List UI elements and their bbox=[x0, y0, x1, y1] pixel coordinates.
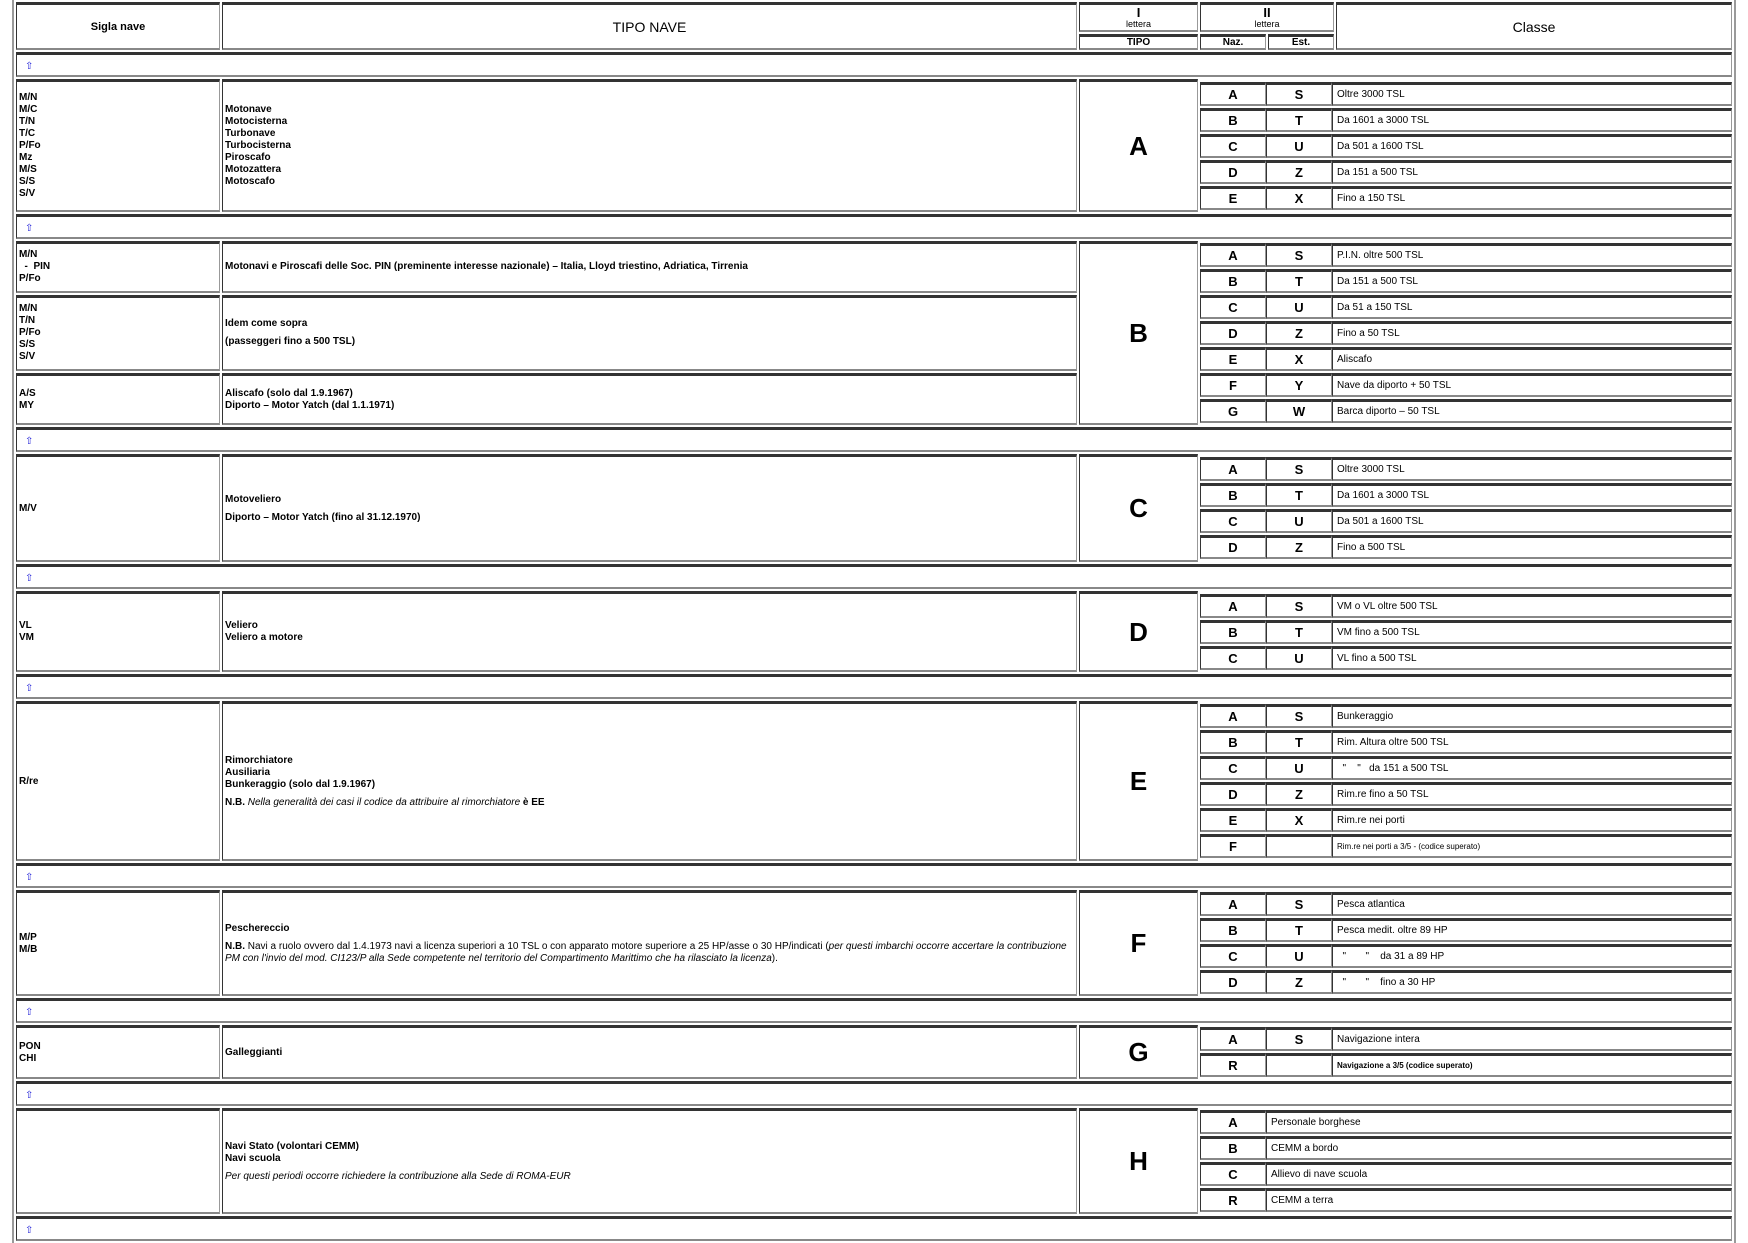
class-rows bbox=[1200, 591, 1732, 672]
up-arrow-icon[interactable]: ⇧ bbox=[25, 573, 34, 584]
ship-codes-table bbox=[12, 0, 1736, 1243]
sigla-cell: VL VM bbox=[16, 591, 220, 672]
tipo-nave-cell bbox=[222, 373, 1077, 425]
header-naz: Naz. bbox=[1200, 34, 1266, 50]
naz-code: C bbox=[1200, 646, 1266, 670]
back-to-top-row bbox=[16, 1216, 1732, 1241]
classe-value: Personale borghese bbox=[1266, 1110, 1732, 1134]
sigla-cell: M/N T/N P/Fo S/S S/V bbox=[16, 295, 220, 371]
tipo-nave-cell bbox=[222, 79, 1077, 212]
sigla-cell: M/P M/B bbox=[16, 890, 220, 996]
up-arrow-icon[interactable]: ⇧ bbox=[25, 872, 34, 883]
class-row bbox=[1200, 944, 1732, 968]
est-code: S bbox=[1266, 457, 1332, 481]
naz-code: R bbox=[1200, 1053, 1266, 1077]
class-row bbox=[1200, 704, 1732, 728]
naz-code: D bbox=[1200, 535, 1266, 559]
up-arrow-icon[interactable]: ⇧ bbox=[25, 1090, 34, 1101]
est-code: T bbox=[1266, 483, 1332, 507]
up-arrow-icon[interactable]: ⇧ bbox=[25, 61, 34, 72]
tipo-nave-text: Veliero Veliero a motore bbox=[225, 620, 303, 643]
tipo-nave-text: Rimorchiatore Ausiliaria Bunkeraggio (solo dal 1.9.1967) bbox=[225, 754, 376, 790]
header-tipo: TIPO bbox=[1079, 34, 1198, 50]
back-to-top-row bbox=[16, 214, 1732, 239]
est-code: U bbox=[1266, 646, 1332, 670]
naz-code: E bbox=[1200, 347, 1266, 371]
section-h bbox=[16, 1108, 1732, 1214]
classe-value: VM o VL oltre 500 TSL bbox=[1332, 594, 1732, 618]
est-code: W bbox=[1266, 399, 1332, 423]
section-b-row-1 bbox=[16, 241, 1732, 293]
tipo-letter: F bbox=[1079, 890, 1198, 996]
up-arrow-icon[interactable]: ⇧ bbox=[25, 436, 34, 447]
class-rows bbox=[1200, 79, 1732, 212]
classe-value: CEMM a bordo bbox=[1266, 1136, 1732, 1160]
classe-value: " " fino a 30 HP bbox=[1332, 970, 1732, 994]
est-code bbox=[1266, 834, 1332, 858]
nb-italic: per questi imbarchi occorre accertare la contribuzione PM con l'invio del mod. CI123/P alla Sede competente nel territorio del Compartimento Marittimo che ha rilasciato la licenza bbox=[225, 940, 1067, 964]
sigla-cell: R/re bbox=[16, 701, 220, 861]
class-row bbox=[1200, 646, 1732, 670]
classe-value: Da 501 a 1600 TSL bbox=[1332, 509, 1732, 533]
est-code: T bbox=[1266, 730, 1332, 754]
naz-code: E bbox=[1200, 186, 1266, 210]
section-d bbox=[16, 591, 1732, 672]
naz-code: A bbox=[1200, 1110, 1266, 1134]
est-code: U bbox=[1266, 756, 1332, 780]
class-row bbox=[1200, 321, 1732, 345]
tipo-letter: D bbox=[1079, 591, 1198, 672]
section-c bbox=[16, 454, 1732, 562]
class-row bbox=[1200, 347, 1732, 371]
section-f bbox=[16, 890, 1732, 996]
header-first-letter bbox=[1079, 2, 1198, 32]
tipo-nave-cell bbox=[222, 591, 1077, 672]
class-rows bbox=[1200, 701, 1732, 861]
naz-code: B bbox=[1200, 620, 1266, 644]
est-code: U bbox=[1266, 134, 1332, 158]
classe-value: Navigazione intera bbox=[1332, 1027, 1732, 1051]
tipo-nave-text: Motoveliero bbox=[225, 493, 282, 505]
class-row bbox=[1200, 756, 1732, 780]
class-rows bbox=[1200, 1025, 1732, 1079]
est-code: Z bbox=[1266, 321, 1332, 345]
class-row bbox=[1200, 1110, 1732, 1134]
naz-code: D bbox=[1200, 321, 1266, 345]
back-to-top-row bbox=[16, 998, 1732, 1023]
classe-value: Rim.re nei porti bbox=[1332, 808, 1732, 832]
naz-code: F bbox=[1200, 834, 1266, 858]
back-to-top-row bbox=[16, 52, 1732, 77]
up-arrow-icon[interactable]: ⇧ bbox=[25, 1007, 34, 1018]
naz-code: C bbox=[1200, 944, 1266, 968]
class-row bbox=[1200, 399, 1732, 423]
tipo-nave-cell bbox=[222, 1025, 1077, 1079]
classe-value: Da 501 a 1600 TSL bbox=[1332, 134, 1732, 158]
tipo-nave-text: Aliscafo (solo dal 1.9.1967) bbox=[225, 387, 353, 399]
sigla-cell bbox=[16, 1108, 220, 1214]
est-code: S bbox=[1266, 594, 1332, 618]
back-to-top-row bbox=[16, 1081, 1732, 1106]
nb-tail: è EE bbox=[520, 796, 545, 808]
class-row bbox=[1200, 186, 1732, 210]
classe-value: VM fino a 500 TSL bbox=[1332, 620, 1732, 644]
naz-code: C bbox=[1200, 756, 1266, 780]
tipo-nave-text: Motonavi e Piroscafi delle Soc. PIN (preminente interesse nazionale) – Italia, Lloyd triestino, Adriatica, Tirrenia bbox=[225, 261, 748, 273]
classe-value: Nave da diporto + 50 TSL bbox=[1332, 373, 1732, 397]
naz-code: G bbox=[1200, 399, 1266, 423]
est-code: X bbox=[1266, 347, 1332, 371]
sigla-cell: M/N M/C T/N T/C P/Fo Mz M/S S/S S/V bbox=[16, 79, 220, 212]
back-to-top-row bbox=[16, 427, 1732, 452]
naz-code: A bbox=[1200, 1027, 1266, 1051]
est-code: Z bbox=[1266, 970, 1332, 994]
classe-value: Rim. Altura oltre 500 TSL bbox=[1332, 730, 1732, 754]
classe-value: Navigazione a 3/5 (codice superato) bbox=[1332, 1053, 1732, 1077]
classe-value: Oltre 3000 TSL bbox=[1332, 457, 1732, 481]
est-code: T bbox=[1266, 108, 1332, 132]
class-row bbox=[1200, 1136, 1732, 1160]
classe-value: Rim.re fino a 50 TSL bbox=[1332, 782, 1732, 806]
header-lettera-I: lettera bbox=[1125, 18, 1151, 29]
naz-code: A bbox=[1200, 82, 1266, 106]
class-row bbox=[1200, 295, 1732, 319]
tipo-nave-text: Navi Stato (volontari CEMM) Navi scuola bbox=[225, 1140, 359, 1164]
class-rows bbox=[1200, 454, 1732, 562]
classe-value: Pesca medit. oltre 89 HP bbox=[1332, 918, 1732, 942]
tipo-nave-note: (passeggeri fino a 500 TSL) bbox=[225, 336, 356, 348]
naz-code: C bbox=[1200, 1162, 1266, 1186]
est-code: Y bbox=[1266, 373, 1332, 397]
class-row bbox=[1200, 108, 1732, 132]
up-arrow-icon[interactable]: ⇧ bbox=[25, 223, 34, 234]
est-code: Z bbox=[1266, 160, 1332, 184]
nb-tail: ). bbox=[771, 952, 778, 964]
class-row bbox=[1200, 457, 1732, 481]
est-code: S bbox=[1266, 1027, 1332, 1051]
tipo-nave-text: Motonave Motocisterna Turbonave Turbocisterna Piroscafo Motozattera Motoscafo bbox=[225, 104, 291, 187]
naz-code: E bbox=[1200, 808, 1266, 832]
class-row bbox=[1200, 834, 1732, 858]
est-code: U bbox=[1266, 944, 1332, 968]
sigla-cell: PON CHI bbox=[16, 1025, 220, 1079]
class-row bbox=[1200, 373, 1732, 397]
naz-code: F bbox=[1200, 373, 1266, 397]
class-row bbox=[1200, 808, 1732, 832]
est-code: X bbox=[1266, 808, 1332, 832]
est-code: Z bbox=[1266, 782, 1332, 806]
nb-text: Nella generalità dei casi il codice da attribuire al rimorchiatore bbox=[245, 796, 521, 808]
est-code: T bbox=[1266, 620, 1332, 644]
tipo-letter: E bbox=[1079, 701, 1198, 861]
class-row bbox=[1200, 892, 1732, 916]
back-to-top-row bbox=[16, 564, 1732, 589]
class-row bbox=[1200, 160, 1732, 184]
tipo-nave-cell bbox=[222, 890, 1077, 996]
naz-code: B bbox=[1200, 108, 1266, 132]
class-row bbox=[1200, 594, 1732, 618]
classe-value: Da 51 a 150 TSL bbox=[1332, 295, 1732, 319]
back-to-top-row bbox=[16, 863, 1732, 888]
classe-value: Pesca atlantica bbox=[1332, 892, 1732, 916]
tipo-nave-cell bbox=[222, 295, 1077, 371]
classe-value: Fino a 500 TSL bbox=[1332, 535, 1732, 559]
naz-code: C bbox=[1200, 295, 1266, 319]
naz-code: B bbox=[1200, 483, 1266, 507]
classe-value: Da 1601 a 3000 TSL bbox=[1332, 108, 1732, 132]
tipo-nave-text: Peschereccio bbox=[225, 922, 290, 934]
classe-value: P.I.N. oltre 500 TSL bbox=[1332, 243, 1732, 267]
est-code: T bbox=[1266, 269, 1332, 293]
class-row bbox=[1200, 782, 1732, 806]
class-row bbox=[1200, 1162, 1732, 1186]
sigla-cell: M/V bbox=[16, 454, 220, 562]
classe-value: Bunkeraggio bbox=[1332, 704, 1732, 728]
est-code: Z bbox=[1266, 535, 1332, 559]
naz-code: D bbox=[1200, 160, 1266, 184]
naz-code: A bbox=[1200, 594, 1266, 618]
naz-code: C bbox=[1200, 134, 1266, 158]
class-rows bbox=[1200, 1108, 1732, 1214]
nb-label: N.B. bbox=[225, 796, 245, 808]
nb-text: Navi a ruolo ovvero dal 1.4.1973 navi a licenza superiori a 10 TSL o con apparato motore superiore a 25 HP/asse o 30 HP/indicati ( bbox=[245, 940, 829, 952]
est-code: S bbox=[1266, 243, 1332, 267]
est-code: T bbox=[1266, 918, 1332, 942]
header-tipo-nave: TIPO NAVE bbox=[222, 2, 1077, 50]
class-rows bbox=[1200, 890, 1732, 996]
tipo-nave-note: Per questi periodi occorre richiedere la contribuzione alla Sede di ROMA-EUR bbox=[225, 1170, 571, 1182]
classe-value: " " da 151 a 500 TSL bbox=[1332, 756, 1732, 780]
est-code bbox=[1266, 1053, 1332, 1077]
tipo-letter: C bbox=[1079, 454, 1198, 562]
tipo-nave-cell bbox=[222, 1108, 1077, 1214]
classe-value: Da 1601 a 3000 TSL bbox=[1332, 483, 1732, 507]
up-arrow-icon[interactable]: ⇧ bbox=[25, 1225, 34, 1236]
class-row bbox=[1200, 730, 1732, 754]
class-row bbox=[1200, 918, 1732, 942]
naz-code: A bbox=[1200, 243, 1266, 267]
classe-value: Barca diporto – 50 TSL bbox=[1332, 399, 1732, 423]
classe-value: " " da 31 a 89 HP bbox=[1332, 944, 1732, 968]
class-row bbox=[1200, 483, 1732, 507]
header-second-letter bbox=[1200, 2, 1334, 32]
class-row bbox=[1200, 134, 1732, 158]
class-row bbox=[1200, 620, 1732, 644]
tipo-letter: A bbox=[1079, 79, 1198, 212]
naz-code: B bbox=[1200, 918, 1266, 942]
class-row bbox=[1200, 243, 1732, 267]
class-row bbox=[1200, 269, 1732, 293]
tipo-nave-cell bbox=[222, 454, 1077, 562]
section-e bbox=[16, 701, 1732, 861]
tipo-letter: H bbox=[1079, 1108, 1198, 1214]
class-row bbox=[1200, 535, 1732, 559]
ship-codes-page bbox=[12, 0, 1736, 1243]
est-code: S bbox=[1266, 82, 1332, 106]
classe-value: Rim.re nei porti a 3/5 - (codice superato) bbox=[1332, 834, 1732, 858]
est-code: U bbox=[1266, 295, 1332, 319]
tipo-nave-cell bbox=[222, 241, 1077, 293]
naz-code: A bbox=[1200, 892, 1266, 916]
sigla-cell: M/N - PIN P/Fo bbox=[16, 241, 220, 293]
class-row bbox=[1200, 509, 1732, 533]
section-a bbox=[16, 79, 1732, 212]
classe-value: Da 151 a 500 TSL bbox=[1332, 269, 1732, 293]
naz-code: D bbox=[1200, 970, 1266, 994]
classe-value: Allievo di nave scuola bbox=[1266, 1162, 1732, 1186]
classe-value: Aliscafo bbox=[1332, 347, 1732, 371]
est-code: X bbox=[1266, 186, 1332, 210]
header-classe: Classe bbox=[1336, 2, 1732, 50]
naz-code: D bbox=[1200, 782, 1266, 806]
naz-code: B bbox=[1200, 1136, 1266, 1160]
header-roman-II: II bbox=[1263, 4, 1271, 20]
naz-code: A bbox=[1200, 704, 1266, 728]
header-est: Est. bbox=[1268, 34, 1334, 50]
header-lettera-II: lettera bbox=[1254, 18, 1280, 29]
naz-code: B bbox=[1200, 269, 1266, 293]
naz-code: B bbox=[1200, 730, 1266, 754]
classe-value: Oltre 3000 TSL bbox=[1332, 82, 1732, 106]
naz-code: R bbox=[1200, 1188, 1266, 1212]
class-row bbox=[1200, 1188, 1732, 1212]
tipo-nave-text: Diporto – Motor Yatch (dal 1.1.1971) bbox=[225, 399, 395, 411]
tipo-nave-text: Diporto – Motor Yatch (fino al 31.12.1970) bbox=[225, 511, 421, 523]
header-roman-I: I bbox=[1136, 4, 1141, 20]
tipo-letter: G bbox=[1079, 1025, 1198, 1079]
tipo-nave-cell bbox=[222, 701, 1077, 861]
tipo-nave-text: Galleggianti bbox=[225, 1046, 283, 1058]
section-g bbox=[16, 1025, 1732, 1079]
classe-value: Da 151 a 500 TSL bbox=[1332, 160, 1732, 184]
class-row bbox=[1200, 82, 1732, 106]
est-code: S bbox=[1266, 892, 1332, 916]
header-sigla-nave: Sigla nave bbox=[16, 2, 220, 50]
classe-value: CEMM a terra bbox=[1266, 1188, 1732, 1212]
naz-code: C bbox=[1200, 509, 1266, 533]
up-arrow-icon[interactable]: ⇧ bbox=[25, 683, 34, 694]
classe-value: Fino a 50 TSL bbox=[1332, 321, 1732, 345]
nb-label: N.B. bbox=[225, 940, 245, 952]
sigla-cell: A/S MY bbox=[16, 373, 220, 425]
est-code: S bbox=[1266, 704, 1332, 728]
tipo-letter: B bbox=[1079, 241, 1198, 425]
class-row bbox=[1200, 970, 1732, 994]
classe-value: Fino a 150 TSL bbox=[1332, 186, 1732, 210]
class-row bbox=[1200, 1027, 1732, 1051]
tipo-nave-text: Idem come sopra bbox=[225, 318, 308, 330]
classe-value: VL fino a 500 TSL bbox=[1332, 646, 1732, 670]
est-code: U bbox=[1266, 509, 1332, 533]
class-rows bbox=[1200, 241, 1732, 425]
naz-code: A bbox=[1200, 457, 1266, 481]
back-to-top-row bbox=[16, 674, 1732, 699]
class-row bbox=[1200, 1053, 1732, 1077]
